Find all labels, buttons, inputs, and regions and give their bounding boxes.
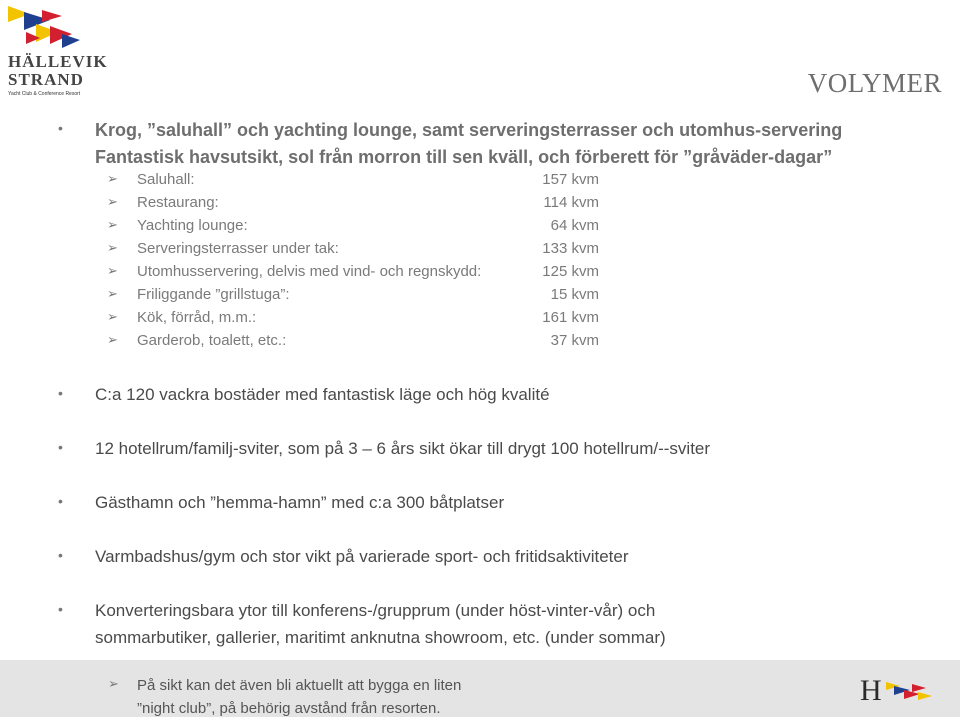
bullet-icon: •	[58, 439, 63, 455]
header	[0, 0, 960, 102]
arrow-bullet-icon: ➢	[107, 194, 118, 209]
bullet-icon: •	[58, 120, 63, 136]
volume-label: Yachting lounge:	[137, 217, 248, 234]
footer-logo-icon	[860, 674, 936, 706]
footer-line1: På sikt kan det även bli aktuellt att bygga en liten	[137, 677, 462, 694]
volume-value: 157 kvm	[542, 171, 599, 188]
svg-text:H: H	[860, 674, 882, 706]
flags-logo-icon	[6, 4, 106, 52]
section-heading	[95, 117, 842, 171]
arrow-bullet-icon: ➢	[107, 217, 118, 232]
bullet-point: C:a 120 vackra bostäder med fantastisk läge och hög kvalité	[95, 385, 550, 404]
arrow-bullet-icon: ➢	[108, 676, 119, 691]
volume-value: 161 kvm	[542, 309, 599, 326]
footer-note	[137, 674, 461, 720]
bullet-icon: •	[58, 547, 63, 563]
bullet-point: Konverteringsbara ytor till konferens-/grupprum (under höst-vinter-vår) och	[95, 601, 656, 620]
logo-tagline: Yacht Club & Conference Resort	[8, 91, 81, 97]
bullet-icon: •	[58, 493, 63, 509]
logo-line2: STRAND	[8, 70, 84, 89]
volume-label: Friliggande ”grillstuga”:	[137, 286, 290, 303]
volume-value: 15 kvm	[550, 286, 599, 303]
volume-label: Kök, förråd, m.m.:	[137, 309, 257, 326]
volume-label: Restaurang:	[137, 194, 219, 211]
volume-label: Saluhall:	[137, 171, 195, 188]
volume-value: 133 kvm	[542, 240, 599, 257]
footer-bar	[0, 660, 960, 717]
bullet-icon: •	[58, 601, 63, 617]
arrow-bullet-icon: ➢	[107, 240, 118, 255]
arrow-bullet-icon: ➢	[107, 263, 118, 278]
logo-line1: HÄLLEVIK	[8, 52, 108, 71]
volume-label: Serveringsterrasser under tak:	[137, 240, 339, 257]
bullet-icon: •	[58, 385, 63, 401]
arrow-bullet-icon: ➢	[107, 286, 118, 301]
volume-value: 37 kvm	[550, 332, 599, 349]
bullet-point: Varmbadshus/gym och stor vikt på varierade sport- och fritidsaktiviteter	[95, 547, 629, 566]
volume-label: Garderob, toalett, etc.:	[137, 332, 287, 349]
bullet-point-continuation: sommarbutiker, gallerier, maritimt anknutna showroom, etc. (under sommar)	[95, 628, 666, 647]
arrow-bullet-icon: ➢	[107, 171, 118, 186]
bullet-point: 12 hotellrum/familj-sviter, som på 3 – 6 års sikt ökar till drygt 100 hotellrum/--sviter	[95, 439, 711, 458]
volume-value: 64 kvm	[550, 217, 599, 234]
volume-label: Utomhusservering, delvis med vind- och regnskydd:	[137, 263, 482, 280]
volume-value: 114 kvm	[543, 194, 599, 211]
footer-line2: ”night club”, på behörig avstånd från resorten.	[137, 700, 441, 717]
volume-value: 125 kvm	[542, 263, 599, 280]
heading-line2: Fantastisk havsutsikt, sol från morron till sen kväll, och förberett för ”gråväder-dagar”	[95, 147, 833, 167]
hallevik-strand-logo	[6, 4, 106, 100]
bullet-point: Gästhamn och ”hemma-hamn” med c:a 300 båtplatser	[95, 493, 505, 512]
slide-title: VOLYMER	[807, 68, 942, 98]
arrow-bullet-icon: ➢	[107, 332, 118, 347]
heading-line1: Krog, ”saluhall” och yachting lounge, samt serveringsterrasser och utomhus-servering	[95, 120, 843, 140]
arrow-bullet-icon: ➢	[107, 309, 118, 324]
